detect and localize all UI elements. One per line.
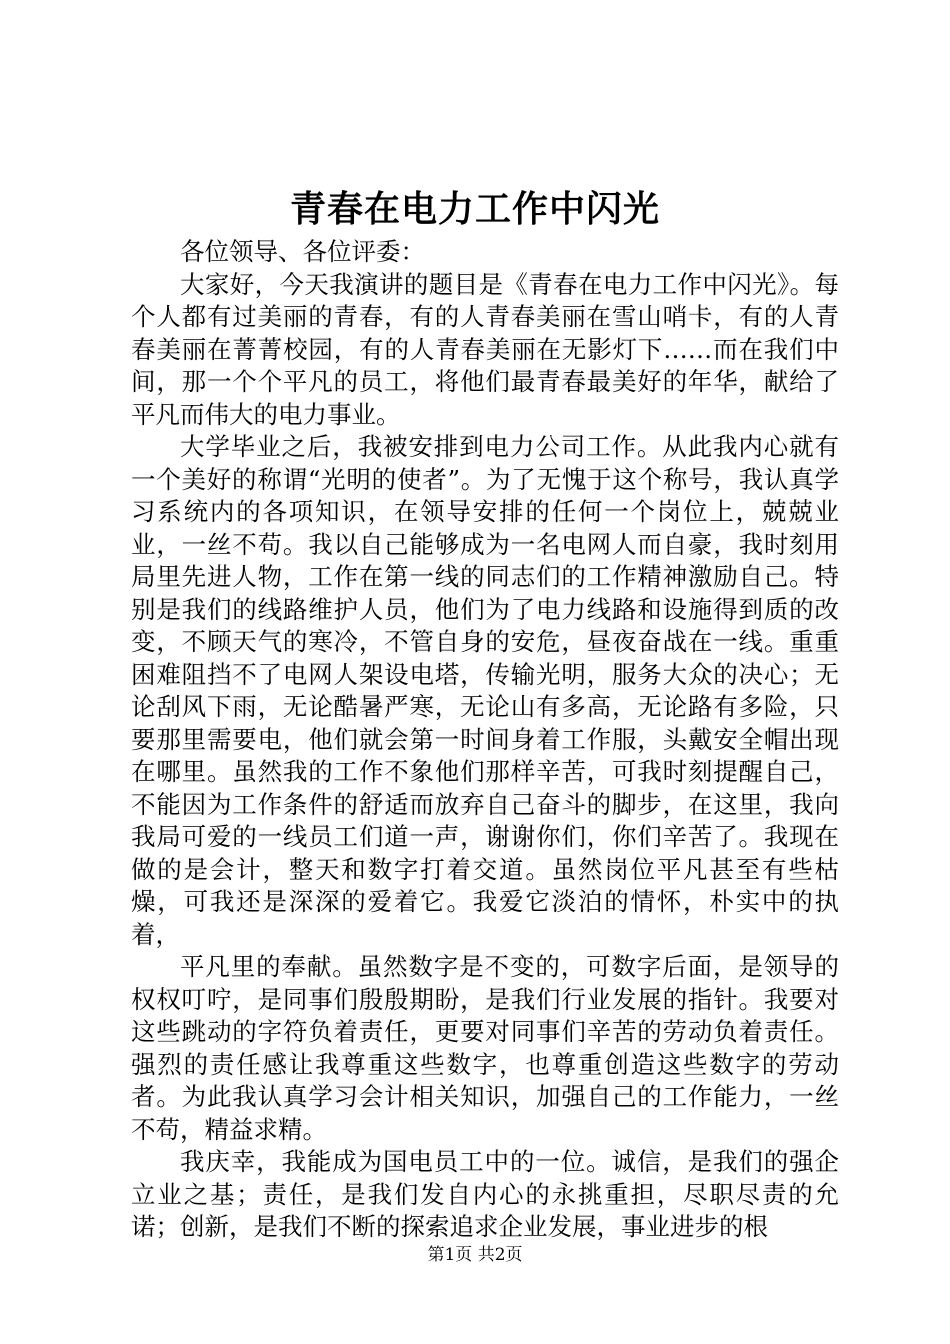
document-title: 青春在电力工作中闪光: [289, 188, 660, 230]
page-number-footer: 第1页 共2页: [427, 1245, 523, 1265]
paragraph: 大家好，今天我演讲的题目是《青春在电力工作中闪光》。每个人都有过美丽的青春，有的人青春美丽在雪山哨卡，有的人青春美丽在菁菁校园，有的人青春美丽在无影灯下……而在我们中间，那一个个平凡的员工，将他们最青春最美好的年华，献给了平凡而伟大的电力事业。: [131, 269, 839, 429]
salutation: 各位领导、各位评委：: [180, 237, 425, 266]
paragraph: 我庆幸，我能成为国电员工中的一位。诚信，是我们的强企立业之基；责任，是我们发自内心的永挑重担，尽职尽责的允诺；创新，是我们不断的探索追求企业发展，事业进步的根: [131, 1147, 839, 1241]
paragraph: 大学毕业之后，我被安排到电力公司工作。从此我内心就有一个美好的称谓“光明的使者”。为了无愧于这个称号，我认真学习系统内的各项知识，在领导安排的任何一个岗位上，兢兢业业，一丝不苟。我以自己能够成为一名电网人而自豪，我时刻用局里先进人物，工作在第一线的同志们的工作精神激励自己。特别是我们的线路维护人员，他们为了电力线路和设施得到质的改变，不顾天气的寒冷，不管自身的安危，昼夜奋战在一线。重重困难阻挡不了电网人架设电塔，传输光明，服务大众的决心；无论刮风下雨，无论酷暑严寒，无论山有多高，无论路有多险，只要那里需要电，他们就会第一时间身着工作服，头戴安全帽出现在哪里。虽然我的工作不象他们那样辛苦，可我时刻提醒自己，不能因为工作条件的舒适而放弃自己奋斗的脚步，在这里，我向我局可爱的一线员工们道一声，谢谢你们，你们辛苦了。我现在做的是会计，整天和数字打着交道。虽然岗位平凡甚至有些枯燥，可我还是深深的爱着它。我爱它淡泊的情怀，朴实中的执着，: [131, 432, 839, 949]
document-body: [131, 236, 839, 1244]
paragraph: 平凡里的奉献。虽然数字是不变的，可数字后面，是领导的权权叮咛，是同事们殷殷期盼，是我们行业发展的指针。我要对这些跳动的字符负着责任，更要对同事们辛苦的劳动负着责任。强烈的责任感让我尊重这些数字，也尊重创造这些数字的劳动者。为此我认真学习会计相关知识，加强自己的工作能力，一丝不苟，精益求精。: [131, 952, 839, 1144]
